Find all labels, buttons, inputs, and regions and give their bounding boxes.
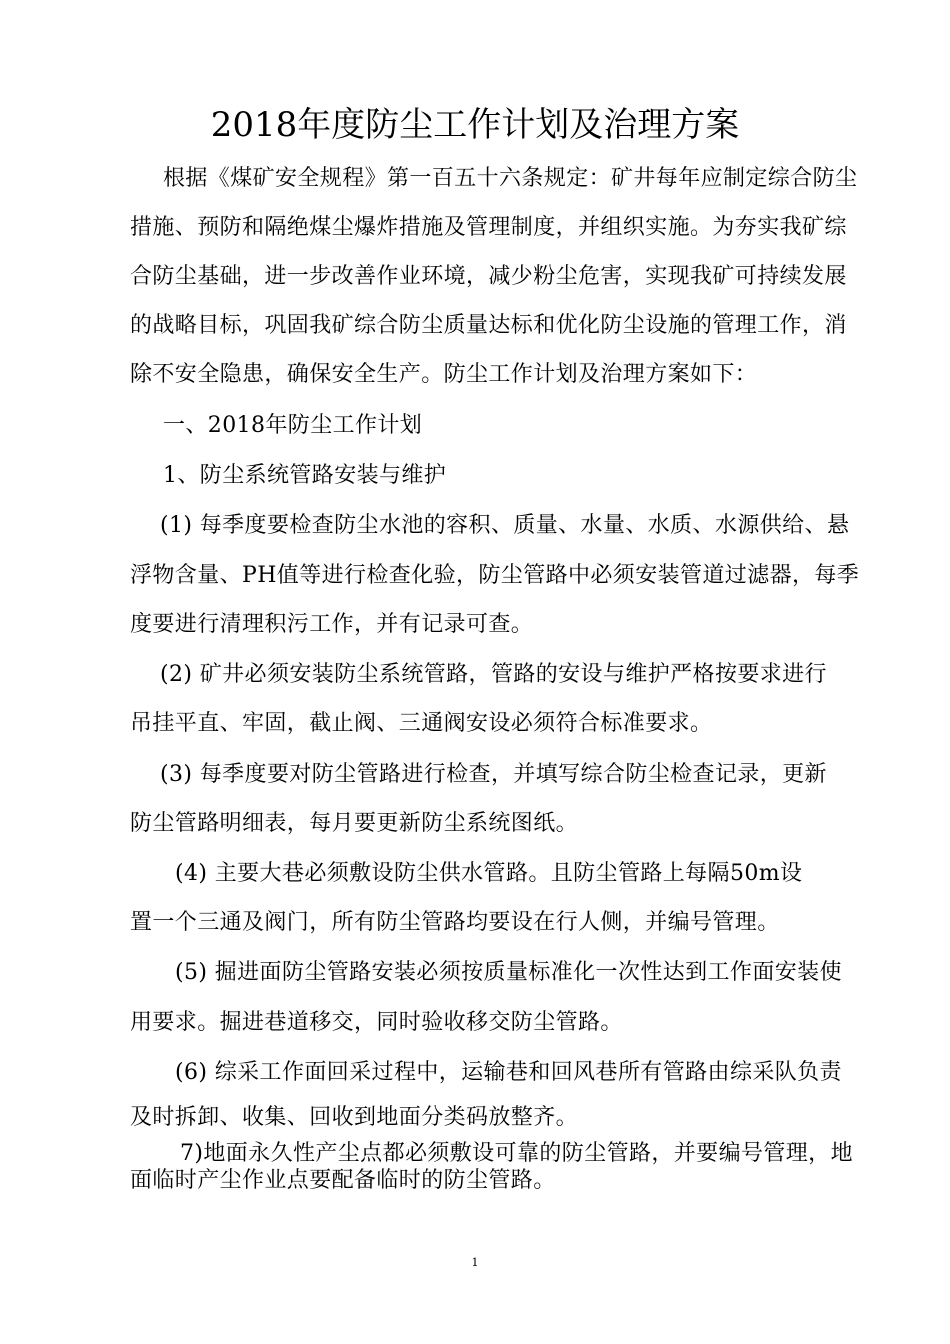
paragraph-line: 根据《煤矿安全规程》第一百五十六条规定：矿井每年应制定综合防尘 bbox=[163, 166, 858, 191]
page-number: 1 bbox=[471, 1256, 479, 1269]
paragraph-line: (2) 矿井必须安装防尘系统管路，管路的安设与维护严格按要求进行 bbox=[160, 662, 827, 687]
paragraph-line: 浮物含量、PH值等进行检查化验，防尘管路中必须安装管道过滤器，每季 bbox=[130, 563, 860, 588]
paragraph-line: 及时拆卸、收集、回收到地面分类码放整齐。 bbox=[130, 1105, 579, 1130]
paragraph-line: 除不安全隐患，确保安全生产。防尘工作计划及治理方案如下： bbox=[130, 362, 758, 387]
subsection-heading: 1、防尘系统管路安装与维护 bbox=[163, 463, 447, 488]
paragraph-line: 吊挂平直、牢固，截止阀、三通阀安设必须符合标准要求。 bbox=[130, 711, 713, 736]
paragraph-line: (5) 掘进面防尘管路安装必须按质量标准化一次性达到工作面安装使 bbox=[175, 960, 842, 985]
paragraph-line: (4) 主要大巷必须敷设防尘供水管路。且防尘管路上每隔50m设 bbox=[175, 861, 803, 886]
paragraph-line: 度要进行清理积污工作，并有记录可查。 bbox=[130, 612, 534, 637]
section-heading: 一、2018年防尘工作计划 bbox=[163, 413, 423, 438]
paragraph-line: (3) 每季度要对防尘管路进行检查，并填写综合防尘检查记录，更新 bbox=[160, 762, 827, 787]
paragraph-line: (6) 综采工作面回采过程中，运输巷和回风巷所有管路由综采队负责 bbox=[175, 1060, 842, 1085]
document-title: 2018年度防尘工作计划及治理方案 bbox=[210, 105, 740, 145]
paragraph-line: 置一个三通及阀门，所有防尘管路均要设在行人侧，并编号管理。 bbox=[130, 910, 780, 935]
paragraph-line: 7)地面永久性产尘点都必须敷设可靠的防尘管路，并要编号管理，地 bbox=[180, 1141, 853, 1166]
paragraph-line: 的战略目标，巩固我矿综合防尘质量达标和优化防尘设施的管理工作，消 bbox=[130, 313, 847, 338]
paragraph-line: 措施、预防和隔绝煤尘爆炸措施及管理制度，并组织实施。为夯实我矿综 bbox=[130, 215, 847, 240]
paragraph-line: 防尘管路明细表，每月要更新防尘系统图纸。 bbox=[130, 811, 579, 836]
paragraph-line: 面临时产尘作业点要配备临时的防尘管路。 bbox=[130, 1168, 556, 1193]
paragraph-line: (1) 每季度要检查防尘水池的容积、质量、水量、水质、水源供给、悬 bbox=[160, 513, 850, 538]
paragraph-line: 合防尘基础，进一步改善作业环境，减少粉尘危害，实现我矿可持续发展 bbox=[130, 264, 847, 289]
paragraph-line: 用要求。掘进巷道移交，同时验收移交防尘管路。 bbox=[130, 1010, 623, 1035]
